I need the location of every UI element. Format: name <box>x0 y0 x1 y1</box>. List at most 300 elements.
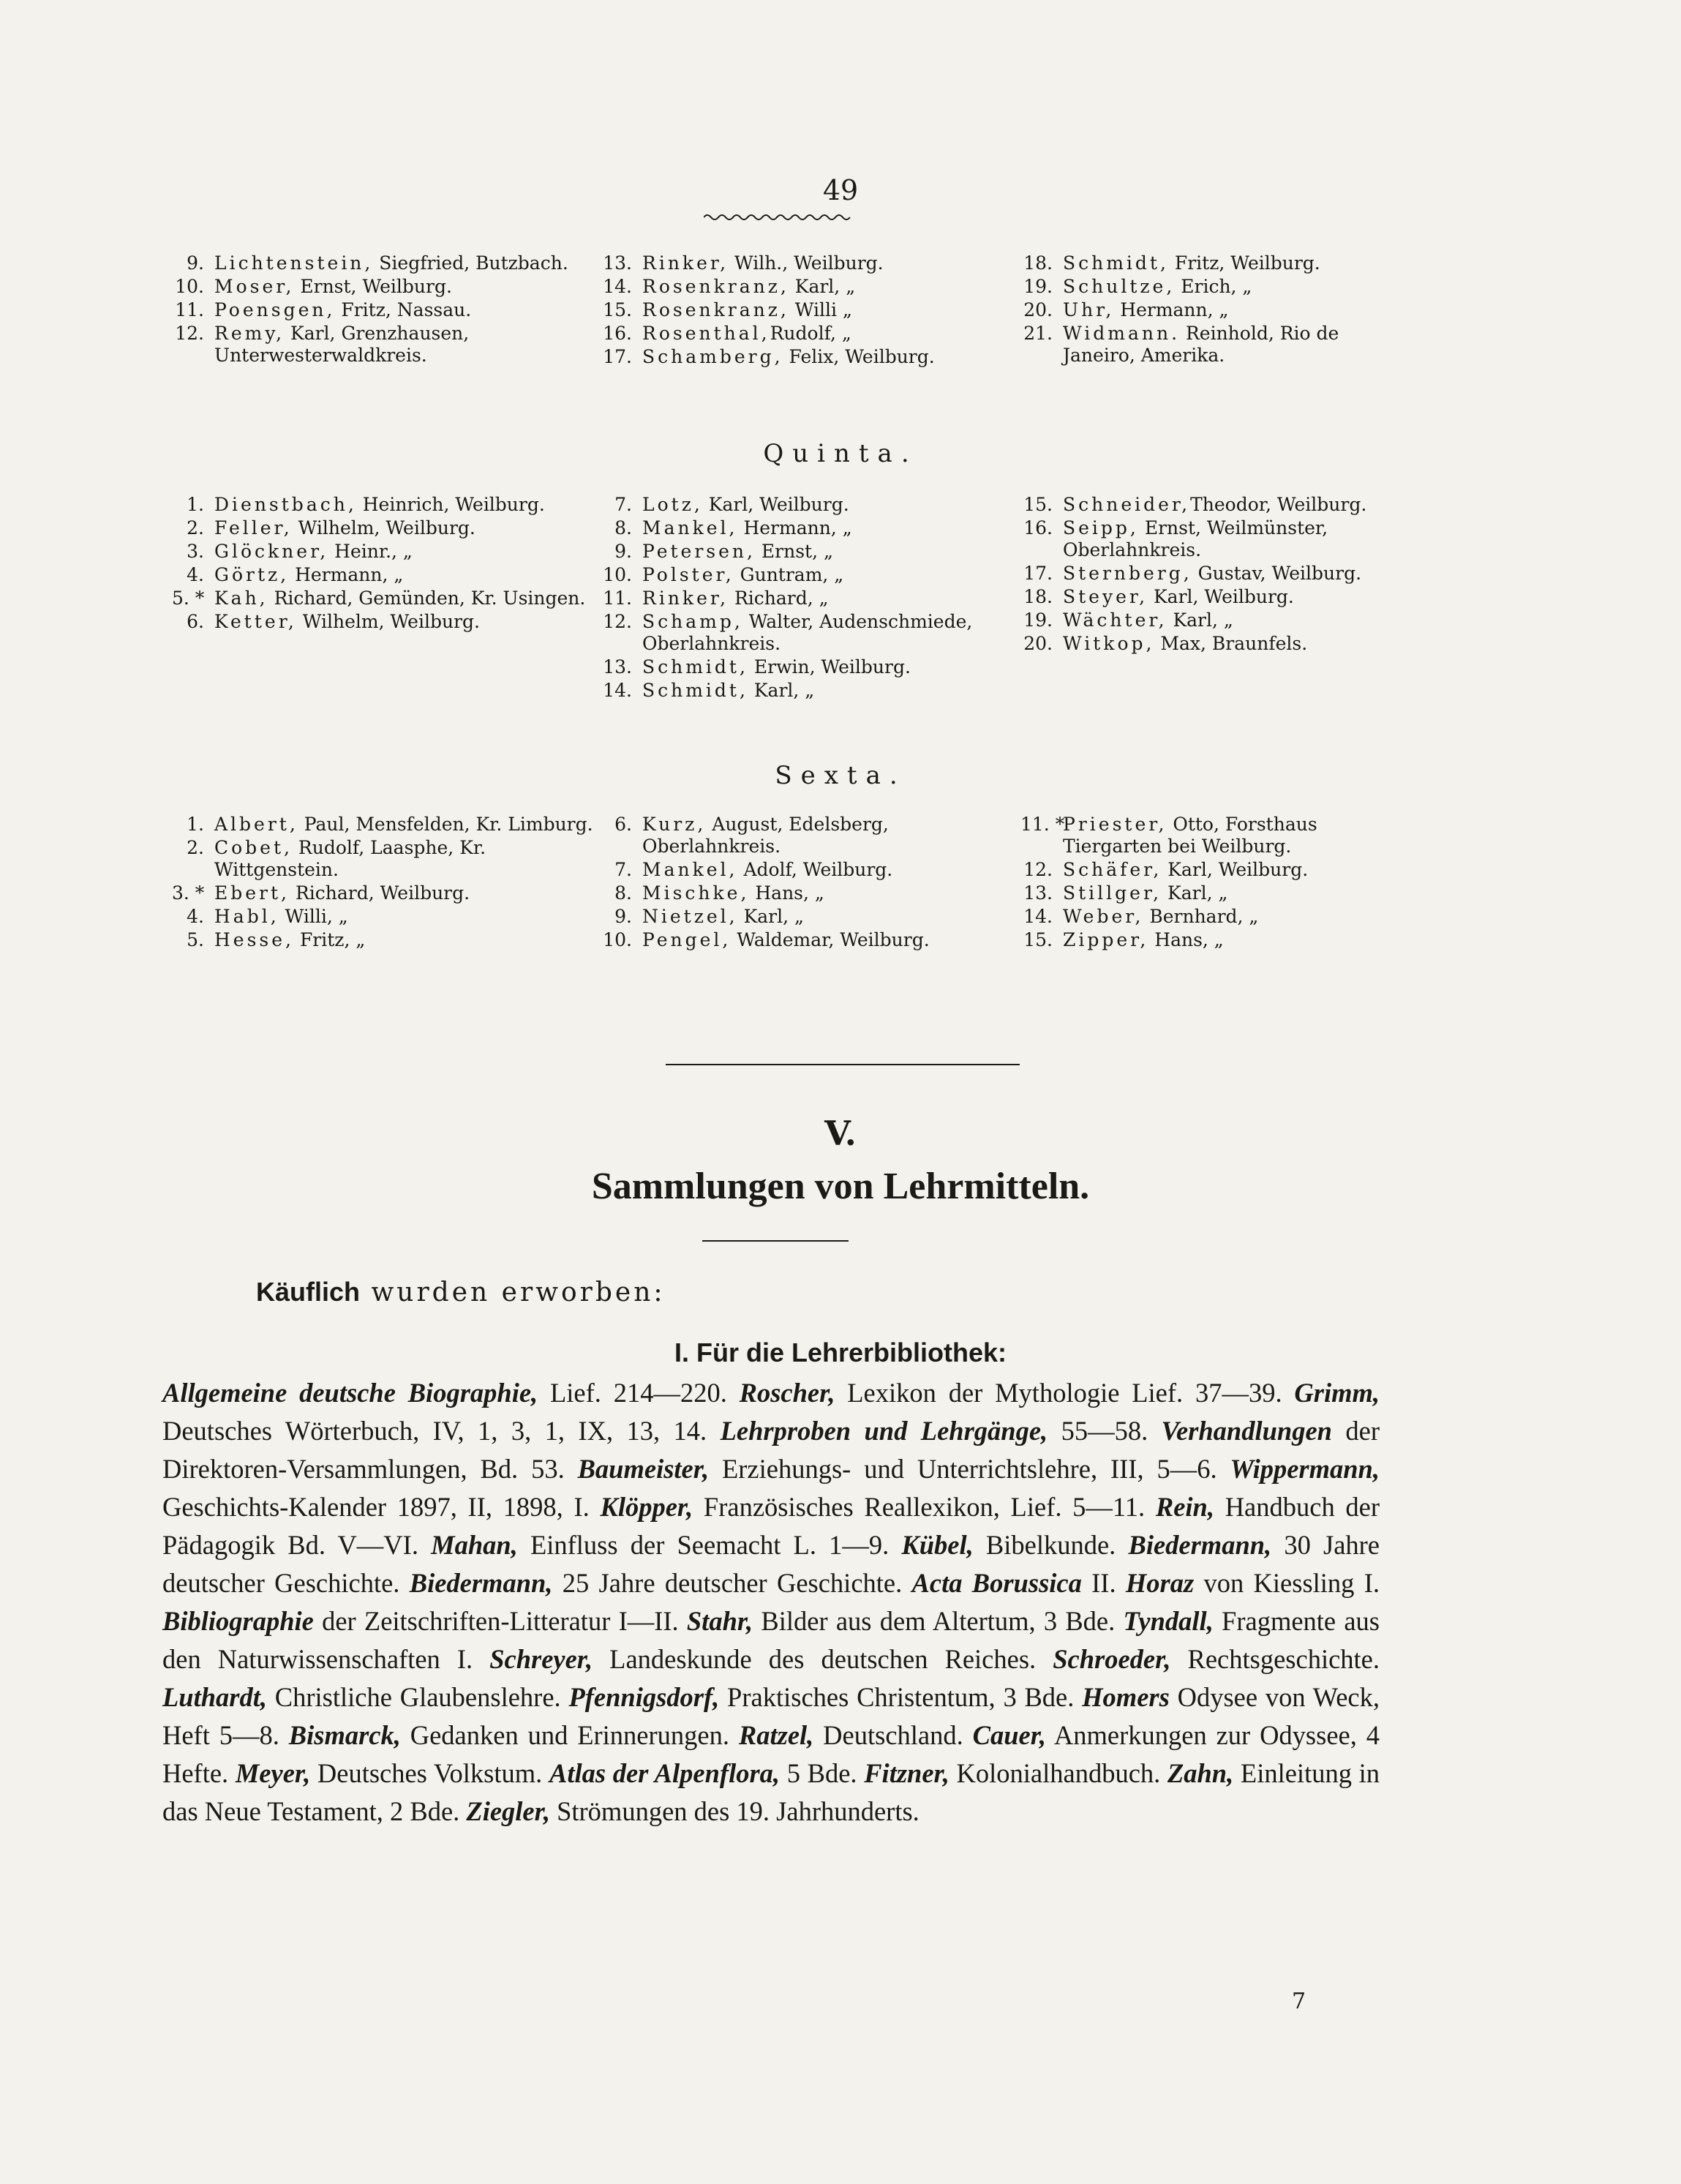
student-details: Guntram, „ <box>734 564 844 585</box>
book-details: 25 Jahre deutscher Geschichte. <box>552 1568 912 1598</box>
list-entry <box>172 611 600 633</box>
student-details: Felix, Weilburg. <box>783 346 935 367</box>
list-entry <box>600 611 1020 655</box>
list-entry <box>172 323 600 367</box>
student-surname: Schmidt, <box>642 656 748 678</box>
entry-text <box>642 906 1020 928</box>
student-details: Richard, Gemünden, Kr. Usingen. <box>268 588 586 609</box>
student-details: Erich, „ <box>1175 276 1252 297</box>
student-details: Hermann, „ <box>1114 299 1229 320</box>
entry-number: 8. <box>614 882 632 904</box>
entry-text <box>214 517 600 539</box>
entry-number: 14. <box>603 276 632 297</box>
entry-number: 11. <box>175 299 204 320</box>
entry-text <box>214 882 600 904</box>
book-list-paragraph <box>162 1374 1380 1831</box>
book-author: Acta Borussica <box>911 1568 1082 1598</box>
book-details: der Zeitschriften-Litteratur I—II. <box>313 1606 687 1636</box>
book-details: Rechtsgeschichte. <box>1170 1644 1380 1674</box>
student-surname: Remy, <box>214 323 285 344</box>
section-numeral: V. <box>824 1114 857 1153</box>
entry-text <box>1063 929 1401 951</box>
list-entry <box>1020 814 1401 858</box>
page-number: 49 <box>822 174 859 206</box>
column-c <box>1020 814 1401 953</box>
entry-text <box>1063 859 1401 881</box>
entry-number: 17. <box>1023 563 1053 584</box>
student-surname: Lichtenstein, <box>214 252 374 274</box>
student-details: Hermann, „ <box>289 564 404 585</box>
student-details: Heinrich, Weilburg. <box>356 494 545 515</box>
entry-number: 6. <box>187 611 204 632</box>
student-details: Wilh., Weilburg. <box>729 252 884 274</box>
book-author: Mahan, <box>431 1530 518 1560</box>
student-surname: Zipper, <box>1063 929 1149 950</box>
student-surname: Habl, <box>214 906 279 927</box>
student-details: Gustav, Weilburg. <box>1192 563 1362 584</box>
list-entry <box>600 656 1020 678</box>
entry-text <box>214 252 600 274</box>
student-details: Richard, „ <box>729 588 829 609</box>
list-entry <box>1020 252 1401 274</box>
book-details: Lexikon der Mythologie Lief. 37—39. <box>835 1378 1295 1408</box>
student-surname: Schamp, <box>642 611 743 632</box>
student-surname: Rosenthal, <box>642 323 770 344</box>
list-entry <box>1020 859 1401 881</box>
student-details: Adolf, Weilburg. <box>737 859 893 880</box>
student-details: Walter, Audenschmiede, Oberlahnkreis. <box>642 611 973 654</box>
book-author: Pfennigsdorf, <box>568 1682 720 1712</box>
entry-number: 20. <box>1023 633 1053 654</box>
entry-text <box>1063 814 1401 858</box>
entry-number: 19. <box>1023 276 1053 297</box>
section-title: Sammlungen von Lehrmitteln. <box>591 1166 1090 1207</box>
list-entry <box>600 346 1020 368</box>
student-surname: Moser, <box>214 276 295 297</box>
student-details: Waldemar, Weilburg. <box>731 929 930 950</box>
entry-number: 18. <box>1023 252 1053 274</box>
list-entry <box>600 252 1020 274</box>
title-rule <box>702 1240 849 1242</box>
student-surname: Schäfer, <box>1063 859 1162 880</box>
book-details: Geschichts-Kalender 1897, II, 1898, I. <box>162 1492 601 1522</box>
student-surname: Rinker, <box>642 588 729 609</box>
book-details: Bilder aus dem Altertum, 3 Bde. <box>753 1606 1124 1636</box>
entry-text <box>642 859 1020 881</box>
intro-bold: Käuflich <box>256 1277 361 1307</box>
student-details: Karl, „ <box>789 276 856 297</box>
student-surname: Uhr, <box>1063 299 1115 320</box>
student-surname: Ketter, <box>214 611 297 632</box>
student-details: Karl, Weilburg. <box>1148 586 1294 607</box>
entry-number: 13. <box>603 252 632 274</box>
column-b <box>600 494 1020 703</box>
entry-number: 1. <box>187 814 204 835</box>
entry-number: 10. <box>603 564 632 585</box>
student-details: Otto, Forsthaus Tiergarten bei Weilburg. <box>1063 814 1317 857</box>
entry-number: 16. <box>603 323 632 344</box>
book-author: Allgemeine deutsche Biographie, <box>162 1378 538 1408</box>
student-surname: Petersen, <box>642 541 756 562</box>
intro-rest: wurden erworben: <box>360 1277 666 1307</box>
student-details: Heinr., „ <box>328 541 413 562</box>
book-author: Bismarck, <box>288 1720 401 1750</box>
list-entry <box>172 541 600 563</box>
student-surname: Kah, <box>214 588 268 609</box>
class-list-continued <box>172 252 1401 369</box>
book-author: Zahn, <box>1167 1758 1234 1788</box>
list-entry <box>600 494 1020 516</box>
student-surname: Seipp, <box>1063 517 1139 539</box>
student-details: Hans, „ <box>1148 929 1224 950</box>
entry-text <box>214 494 600 516</box>
student-details: Bernhard, „ <box>1143 906 1259 927</box>
entry-text <box>642 656 1020 678</box>
subsection-heading: I. Für die Lehrerbibliothek: <box>674 1337 1007 1367</box>
sexta-heading: Sexta. <box>775 761 906 790</box>
list-entry <box>600 882 1020 904</box>
student-surname: Priester, <box>1063 814 1167 835</box>
student-details: Wilhelm, Weilburg. <box>296 611 480 632</box>
student-details: Karl, „ <box>748 680 815 701</box>
student-surname: Witkop, <box>1063 633 1155 654</box>
entry-number: 12. <box>603 611 632 632</box>
book-author: Biedermann, <box>1128 1530 1272 1560</box>
student-surname: Lotz, <box>642 494 703 515</box>
sexta-list <box>172 814 1401 953</box>
student-surname: Pengel, <box>642 929 732 950</box>
entry-number: 5. * <box>172 588 205 609</box>
entry-text <box>214 276 600 298</box>
student-surname: Schneider, <box>1063 494 1191 515</box>
book-details: 55—58. <box>1048 1416 1162 1446</box>
student-surname: Widmann. <box>1063 323 1181 344</box>
student-details: Rudolf, Laasphe, Kr. Wittgenstein. <box>214 837 486 880</box>
entry-number: 16. <box>1023 517 1053 539</box>
entry-text <box>1063 609 1401 631</box>
entry-number: 9. <box>187 252 204 274</box>
book-details: Handbuch der Pädagogik Bd. V—VI. <box>162 1492 1380 1560</box>
student-details: Hermann, „ <box>737 517 852 539</box>
student-details: Wilhelm, Weilburg. <box>292 517 475 539</box>
student-surname: Schmidt, <box>642 680 748 701</box>
book-details: 5 Bde. <box>780 1758 865 1788</box>
list-entry <box>600 541 1020 563</box>
book-details: Praktisches Christentum, 3 Bde. <box>719 1682 1083 1712</box>
student-details: Karl, Weilburg. <box>1162 859 1309 880</box>
book-author: Bibliographie <box>162 1606 314 1636</box>
book-author: Luthardt, <box>162 1682 268 1712</box>
list-entry <box>172 564 600 586</box>
entry-number: 1. <box>187 494 204 515</box>
book-details: Erziehungs- und Unterrichtslehre, III, 5—6. <box>709 1454 1230 1484</box>
student-surname: Rosenkranz, <box>642 276 789 297</box>
list-entry <box>1020 906 1401 928</box>
entry-text <box>1063 563 1401 585</box>
entry-text <box>642 929 1020 951</box>
student-surname: Wächter, <box>1063 609 1167 631</box>
student-surname: Feller, <box>214 517 293 539</box>
student-surname: Schmidt, <box>1063 252 1169 274</box>
book-details: Lief. 214—220. <box>538 1378 740 1408</box>
book-author: Verhandlungen <box>1161 1416 1332 1446</box>
list-entry <box>1020 517 1401 561</box>
student-details: Paul, Mensfelden, Kr. Limburg. <box>298 814 593 835</box>
entry-number: 6. <box>614 814 632 835</box>
book-author: Lehrproben und Lehrgänge, <box>720 1416 1048 1446</box>
quinta-list <box>172 494 1401 703</box>
entry-number: 21. <box>1023 323 1053 344</box>
student-details: Reinhold, Rio de Janeiro, Amerika. <box>1063 323 1339 366</box>
student-details: Willi „ <box>789 299 852 320</box>
entry-text <box>642 252 1020 274</box>
student-surname: Kurz, <box>642 814 707 835</box>
list-entry <box>600 588 1020 609</box>
student-details: Max, Braunfels. <box>1154 633 1308 654</box>
entry-text <box>642 276 1020 298</box>
entry-number: 15. <box>603 299 632 320</box>
entry-text <box>642 814 1020 858</box>
book-author: Atlas der Alpenflora, <box>549 1758 781 1788</box>
section-divider-rule <box>666 1064 1020 1065</box>
entry-text <box>642 299 1020 321</box>
list-entry <box>172 906 600 928</box>
book-details: Christliche Glaubenslehre. <box>267 1682 569 1712</box>
list-entry <box>600 517 1020 539</box>
book-details: Strömungen des 19. Jahrhunderts. <box>549 1796 920 1826</box>
entry-text <box>642 611 1020 655</box>
list-entry <box>172 588 600 609</box>
entry-text <box>642 680 1020 702</box>
list-entry <box>600 323 1020 345</box>
book-details: Bibelkunde. <box>973 1530 1129 1560</box>
list-entry <box>600 680 1020 702</box>
entry-number: 2. <box>187 517 204 539</box>
student-surname: Weber, <box>1063 906 1144 927</box>
entry-number: 14. <box>603 680 632 701</box>
student-details: Erwin, Weilburg. <box>748 656 911 678</box>
book-details: Odysee von Weck, Heft 5—8. <box>162 1682 1380 1750</box>
book-author: Klöpper, <box>600 1492 693 1522</box>
book-details: der Direktoren-Versammlungen, Bd. 53. <box>162 1416 1380 1484</box>
column-a <box>172 814 600 953</box>
entry-text <box>642 564 1020 586</box>
entry-number: 17. <box>603 346 632 367</box>
list-entry <box>600 859 1020 881</box>
entry-text <box>642 588 1020 609</box>
book-author: Stahr, <box>686 1606 753 1636</box>
entry-number: 7. <box>614 494 632 515</box>
entry-number: 7. <box>614 859 632 880</box>
book-details: Anmerkungen zur Odyssee, 4 Hefte. <box>162 1720 1380 1788</box>
student-surname: Steyer, <box>1063 586 1148 607</box>
book-author: Cauer, <box>972 1720 1047 1750</box>
column-b <box>600 252 1020 369</box>
list-entry <box>600 929 1020 951</box>
book-author: Rein, <box>1155 1492 1214 1522</box>
list-entry <box>1020 299 1401 321</box>
list-entry <box>172 929 600 951</box>
student-details: Karl, „ <box>737 906 804 927</box>
book-details: Gedanken und Erinnerungen. <box>400 1720 739 1750</box>
entry-text <box>1063 882 1401 904</box>
book-details: Einleitung in das Neue Testament, 2 Bde. <box>162 1758 1380 1826</box>
book-details: Fragmente aus den Naturwissenschaften I. <box>162 1606 1380 1674</box>
book-author: Schreyer, <box>489 1644 593 1674</box>
student-surname: Mankel, <box>642 859 738 880</box>
student-surname: Schultze, <box>1063 276 1176 297</box>
book-author: Meyer, <box>235 1758 311 1788</box>
student-surname: Poensgen, <box>214 299 336 320</box>
column-a <box>172 252 600 369</box>
student-surname: Cobet, <box>214 837 293 858</box>
entry-number: 5. <box>187 929 204 950</box>
entry-text <box>214 814 600 836</box>
list-entry <box>1020 882 1401 904</box>
entry-number: 15. <box>1023 494 1053 515</box>
list-entry <box>172 494 600 516</box>
student-surname: Nietzel, <box>642 906 738 927</box>
list-entry <box>172 882 600 904</box>
student-surname: Albert, <box>214 814 298 835</box>
entry-number: 3. <box>187 541 204 562</box>
entry-text <box>1063 252 1401 274</box>
student-details: Siegfried, Butzbach. <box>373 252 568 274</box>
entry-text <box>1063 906 1401 928</box>
student-surname: Mischke, <box>642 882 750 904</box>
entry-text <box>214 611 600 633</box>
entry-text <box>1063 276 1401 298</box>
list-entry <box>1020 276 1401 298</box>
entry-text <box>1063 323 1401 367</box>
list-entry <box>1020 323 1401 367</box>
student-details: Ernst, Weilburg. <box>294 276 452 297</box>
book-author: Roscher, <box>739 1378 835 1408</box>
entry-text <box>214 906 600 928</box>
entry-number: 11. <box>603 588 632 609</box>
entry-number: 9. <box>614 541 632 562</box>
book-details: Deutsches Volkstum. <box>310 1758 549 1788</box>
column-c <box>1020 494 1401 703</box>
entry-text <box>642 541 1020 563</box>
student-surname: Hesse, <box>214 929 294 950</box>
book-author: Grimm, <box>1294 1378 1380 1408</box>
book-author: Horaz <box>1125 1568 1195 1598</box>
entry-text <box>642 517 1020 539</box>
list-entry <box>600 564 1020 586</box>
column-b <box>600 814 1020 953</box>
student-details: Karl, Weilburg. <box>702 494 849 515</box>
list-entry <box>1020 633 1401 655</box>
entry-text <box>1063 299 1401 321</box>
entry-text <box>214 541 600 563</box>
student-surname: Polster, <box>642 564 734 585</box>
student-surname: Ebert, <box>214 882 290 904</box>
entry-text <box>214 929 600 951</box>
list-entry <box>172 837 600 881</box>
student-surname: Mankel, <box>642 517 738 539</box>
entry-text <box>1063 586 1401 608</box>
entry-number: 13. <box>603 656 632 678</box>
entry-number: 9. <box>614 906 632 927</box>
student-details: Fritz, Nassau. <box>335 299 472 320</box>
book-author: Kübel, <box>901 1530 974 1560</box>
list-entry <box>172 517 600 539</box>
list-entry <box>600 906 1020 928</box>
entry-number: 2. <box>187 837 204 858</box>
list-entry <box>1020 563 1401 585</box>
list-entry <box>1020 494 1401 516</box>
entry-number: 20. <box>1023 299 1053 320</box>
student-details: Karl, „ <box>1162 882 1228 904</box>
entry-number: 12. <box>1023 859 1053 880</box>
book-author: Ratzel, <box>738 1720 814 1750</box>
student-details: Fritz, „ <box>294 929 366 950</box>
student-surname: Stillger, <box>1063 882 1162 904</box>
entry-text <box>1063 494 1401 516</box>
entry-number: 12. <box>175 323 204 344</box>
entry-number: 10. <box>603 929 632 950</box>
student-details: Willi, „ <box>279 906 348 927</box>
student-details: Ernst, Weilmünster, Oberlahnkreis. <box>1063 517 1328 560</box>
entry-number: 3. * <box>172 882 205 904</box>
entry-text <box>214 588 600 609</box>
book-details: 30 Jahre deutscher Geschichte. <box>162 1530 1380 1598</box>
footer-signature-mark: 7 <box>1292 1989 1306 2014</box>
list-entry <box>600 814 1020 858</box>
student-details: Karl, Grenzhausen, Unterwesterwaldkreis. <box>214 323 470 366</box>
student-surname: Rosenkranz, <box>642 299 789 320</box>
book-details: II. <box>1081 1568 1126 1598</box>
column-c <box>1020 252 1401 369</box>
entry-number: 18. <box>1023 586 1053 607</box>
entry-text <box>642 323 1020 345</box>
book-details: Deutschland. <box>813 1720 973 1750</box>
book-details: Einfluss der Seemacht L. 1—9. <box>517 1530 902 1560</box>
student-surname: Rinker, <box>642 252 729 274</box>
entry-text <box>642 494 1020 516</box>
page-number-ornament <box>704 212 853 222</box>
list-entry <box>172 299 600 321</box>
entry-text <box>642 882 1020 904</box>
list-entry <box>172 814 600 836</box>
entry-number: 8. <box>614 517 632 539</box>
book-details: Deutsches Wörterbuch, IV, 1, 3, 1, IX, 13, 14. <box>162 1416 721 1446</box>
student-details: Rudolf, „ <box>770 323 851 344</box>
book-author: Homers <box>1082 1682 1170 1712</box>
entry-number: 10. <box>175 276 204 297</box>
book-details: Kolonialhandbuch. <box>949 1758 1167 1788</box>
entry-text <box>1063 517 1401 561</box>
book-author: Baumeister, <box>577 1454 710 1484</box>
student-surname: Dienstbach, <box>214 494 357 515</box>
student-details: August, Edelsberg, Oberlahnkreis. <box>642 814 889 857</box>
book-details: Landeskunde des deutschen Reiches. <box>593 1644 1053 1674</box>
list-entry <box>600 276 1020 298</box>
book-author: Fitzner, <box>864 1758 949 1788</box>
list-entry <box>172 276 600 298</box>
entry-text <box>214 323 600 367</box>
purchase-intro <box>256 1277 666 1307</box>
student-surname: Glöckner, <box>214 541 329 562</box>
entry-text <box>642 346 1020 368</box>
student-details: Ernst, „ <box>755 541 833 562</box>
entry-number: 4. <box>187 564 204 585</box>
student-details: Fritz, Weilburg. <box>1168 252 1320 274</box>
book-details: Französisches Reallexikon, Lief. 5—11. <box>693 1492 1156 1522</box>
list-entry <box>600 299 1020 321</box>
book-author: Ziegler, <box>466 1796 550 1826</box>
